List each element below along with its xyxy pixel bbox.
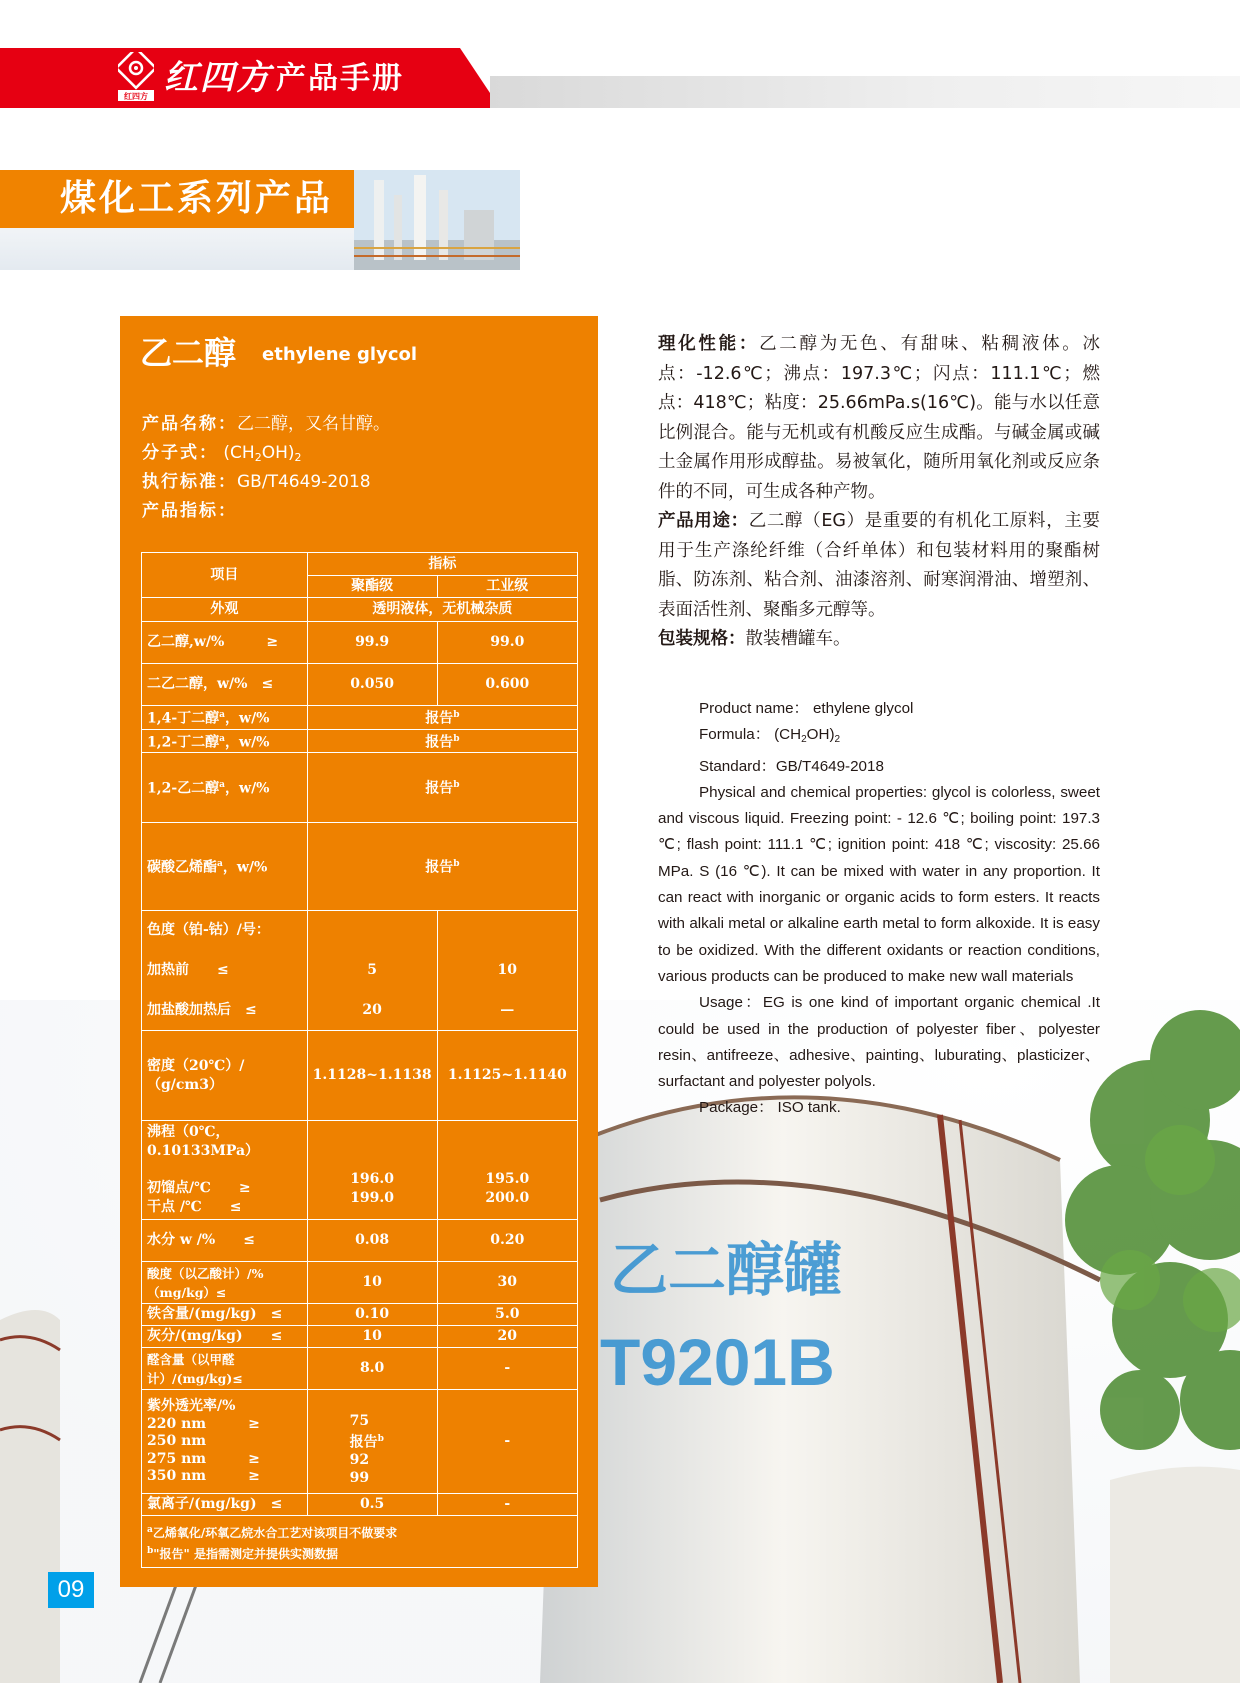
formula-value: $(CH_2OH)_2$ xyxy=(223,443,302,464)
logo-label: 红四方 xyxy=(124,92,148,101)
row-ec: 碳酸乙烯酯$^a$，w/% xyxy=(142,823,308,911)
row-aldehyde: 醛含量（以甲醛计）/(mg/kg)≤ xyxy=(142,1348,308,1390)
formula-line xyxy=(142,439,582,467)
chinese-description xyxy=(658,330,1100,655)
en-formula: Formula： $(CH_2OH)_2$ xyxy=(699,726,841,746)
row-boiling: 沸程（0℃，0.10133MPa） 初馏点/℃ ≥ 干点 /℃ ≤ xyxy=(142,1121,308,1220)
product-name-value: 乙二醇，又名甘醇。 xyxy=(237,414,390,434)
row-iron-industrial: 5.0 xyxy=(437,1304,577,1326)
row-water-industrial: 0.20 xyxy=(437,1220,577,1262)
row-acid-industrial: 30 xyxy=(437,1262,577,1304)
banner-underlay xyxy=(0,228,354,270)
english-description xyxy=(658,696,1100,1122)
row-eg: 乙二醇,w/% ≥ xyxy=(142,622,308,664)
row-appearance-value: 透明液体，无机械杂质 xyxy=(307,598,577,622)
row-ec-value: 报告$^b$ xyxy=(307,823,577,911)
row-acid: 酸度（以乙酸计）/%（mg/kg）≤ xyxy=(142,1262,308,1304)
row-bdo14-value: 报告$^b$ xyxy=(307,706,577,730)
row-bdo12: 1,2-丁二醇$^a$，w/% xyxy=(142,729,308,753)
row-aldehyde-polyester: 8.0 xyxy=(307,1348,437,1390)
tank-code-text: T9201B xyxy=(600,1325,835,1399)
row-iron-polyester: 0.10 xyxy=(307,1304,437,1326)
row-boiling-industrial: 195.0 200.0 xyxy=(437,1121,577,1220)
refinery-photo xyxy=(354,170,520,270)
zh-package: 包装规格：散装槽罐车。 xyxy=(658,629,851,649)
company-logo-icon xyxy=(118,52,154,102)
section-title: 煤化工系列产品 xyxy=(60,178,334,219)
page-number: 09 xyxy=(48,1572,94,1608)
head-index: 指标 xyxy=(307,553,577,576)
en-usage: Usage：EG is one kind of important organic chemical .It could be used in the production of polyester fiber、polyester resin、antifreeze、adhesive、painting、luburating、plasticizer、surfactant and polyester polyols. xyxy=(658,994,1100,1091)
spec-table xyxy=(141,552,578,1568)
row-uv-polyester: 75 报告$^b$ 92 99 xyxy=(307,1390,437,1494)
table-footnotes: $^a$乙烯氧化/环氧乙烷水合工艺对该项目不做要求 $^b$"报告" 是指需测定并提供实测数据 xyxy=(142,1516,578,1568)
formula-label: 分子式： xyxy=(142,443,218,463)
row-deg-polyester: 0.050 xyxy=(307,664,437,706)
row-chloride-industrial: - xyxy=(437,1494,577,1516)
row-uv: 紫外透光率/% 220 nm ≥ 250 nm 275 nm ≥ 350 nm ≥ xyxy=(142,1390,308,1494)
header-grey-band xyxy=(490,76,1240,108)
head-item: 项目 xyxy=(142,553,308,598)
spec-label-line xyxy=(142,497,582,525)
footnote-b: "报告" 是指需测定并提供实测数据 xyxy=(153,1546,338,1561)
row-color-industrial: 10 — xyxy=(437,911,577,1031)
row-deg: 二乙二醇，w/% ≤ xyxy=(142,664,308,706)
en-standard: Standard：GB/T4649-2018 xyxy=(699,757,884,775)
row-density-industrial: 1.1125~1.1140 xyxy=(437,1031,577,1121)
head-polyester: 聚酯级 xyxy=(307,576,437,598)
row-bdo12-value: 报告$^b$ xyxy=(307,729,577,753)
zh-usage: 产品用途：乙二醇（EG）是重要的有机化工原料，主要用于生产涤纶纤维（合纤单体）和包装材料用的聚酯树脂、防冻剂、粘合剂、油漆溶剂、耐寒润滑油、增塑剂、表面活性剂、聚酯多元醇等。 xyxy=(658,511,1100,620)
row-eg-polyester: 99.9 xyxy=(307,622,437,664)
row-eg-industrial: 99.0 xyxy=(437,622,577,664)
row-pg12: 1,2-乙二醇$^a$，w/% xyxy=(142,753,308,823)
head-industrial: 工业级 xyxy=(437,576,577,598)
brand-name: 红四方 xyxy=(164,58,272,98)
product-name-label: 产品名称： xyxy=(142,414,237,434)
row-bdo14: 1,4-丁二醇$^a$，w/% xyxy=(142,706,308,730)
brand-manual-title: 产品手册 xyxy=(276,61,404,96)
row-density: 密度（20℃）/（g/cm3） xyxy=(142,1031,308,1121)
standard-label: 执行标准： xyxy=(142,472,237,492)
row-density-polyester: 1.1128~1.1138 xyxy=(307,1031,437,1121)
row-appearance: 外观 xyxy=(142,598,308,622)
row-color: 色度（铂-钴）/号： 加热前 ≤ 加盐酸加热后 ≤ xyxy=(142,911,308,1031)
row-aldehyde-industrial: - xyxy=(437,1348,577,1390)
row-boiling-polyester: 196.0 199.0 xyxy=(307,1121,437,1220)
en-package: Package： ISO tank. xyxy=(699,1099,841,1117)
tank-name-text: 乙二醇罐 xyxy=(610,1236,843,1304)
product-title-en: ethylene glycol xyxy=(262,344,418,365)
row-water: 水分 w /% ≤ xyxy=(142,1220,308,1262)
spec-label: 产品指标： xyxy=(142,501,237,521)
row-ash-industrial: 20 xyxy=(437,1326,577,1348)
en-properties: Physical and chemical properties: glycol is colorless, sweet and viscous liquid. Freezing point: - 12.6 ℃; boiling point: 197.3 ℃; flash point: 111.1 ℃; ignition point: 418 ℃; viscosity: 25.66 MPa. S (16 ℃). It can be mixed with water in any proportion. It can react with inorganic or organic acids to form esters. It reacts with alkali metal or alkaline earth metal to form alkoxide. It is easy to be oxidized. With the different oxidants or reaction conditions, various products can be produced to make new wall materials xyxy=(658,783,1100,985)
row-water-polyester: 0.08 xyxy=(307,1220,437,1262)
zh-properties: 理化性能：乙二醇为无色、有甜味、粘稠液体。冰点：-12.6℃；沸点：197.3℃；闪点：111.1℃；燃点：418℃；粘度：25.66mPa.s(16℃)。能与水以任意比例混合。能与无机或有机酸反应生成酯。与碱金属或碱土金属作用形成醇盐。易被氧化，随所用氧化剂或反应条件的不同，可生成各种产物。 xyxy=(658,334,1101,502)
row-chloride: 氯离子/(mg/kg) ≤ xyxy=(142,1494,308,1516)
standard-value: GB/T4649-2018 xyxy=(237,472,371,492)
en-product-name: Product name： ethylene glycol xyxy=(699,700,914,717)
row-chloride-polyester: 0.5 xyxy=(307,1494,437,1516)
footnote-a: 乙烯氧化/环氧乙烷水合工艺对该项目不做要求 xyxy=(152,1525,398,1540)
row-ash: 灰分/(mg/kg) ≤ xyxy=(142,1326,308,1348)
row-ash-polyester: 10 xyxy=(307,1326,437,1348)
row-uv-industrial: - xyxy=(437,1390,577,1494)
row-pg12-value: 报告$^b$ xyxy=(307,753,577,823)
row-iron: 铁含量/(mg/kg) ≤ xyxy=(142,1304,308,1326)
row-acid-polyester: 10 xyxy=(307,1262,437,1304)
product-name-line xyxy=(142,410,582,438)
standard-line xyxy=(142,468,582,496)
row-color-polyester: 5 20 xyxy=(307,911,437,1031)
row-deg-industrial: 0.600 xyxy=(437,664,577,706)
product-title: 乙二醇 xyxy=(140,334,237,372)
